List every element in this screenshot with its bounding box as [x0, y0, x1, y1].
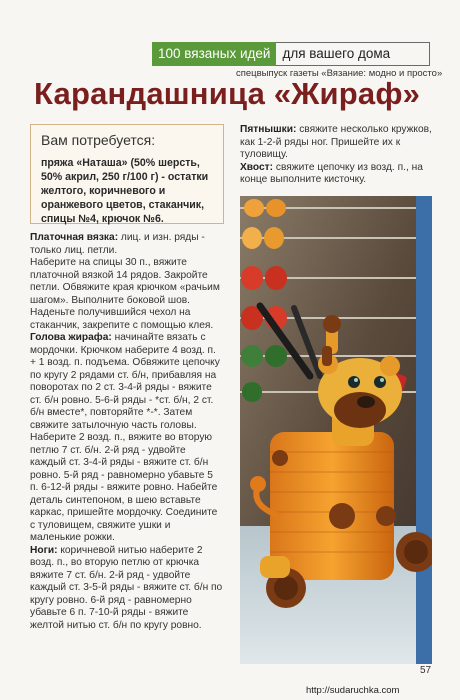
materials-box	[30, 124, 224, 224]
section-text: начинайте вязать с мордочки. Крючком наберите 4 возд. п. + 1 возд. п. подъема. Обвяжите цепочку по кругу 2 рядами ст. б/н, прибавляя на поворотах по 2 ст. 3-4-й ряды - вяжите ст. б/н ровно. 5-6-й ряды - *ст. б/н, 2 ст. б/н вместе*, повторяйте *-*. Затем свяжите затылочную часть головы. Наберите 2 возд. п., вяжите во вторую петлю 7 ст. б/н. 2-й ряд - удвойте каждый ст. 3-4-й ряды - вяжите ст. б/н ровно. 5-й ряд - равномерно убавьте 5 п. 6-12-й ряды - вяжите ровно. Набейте деталь синтепоном, в шею вставьте каркас, пришейте мордочку. Соедините с туловищем, свяжите ушки и маленькие рожки.	[30, 332, 220, 543]
series-title-green: 100 вязаных идей	[152, 42, 276, 66]
page-title: Карандашница «Жираф»	[34, 76, 421, 111]
section-label: Хвост:	[240, 161, 274, 173]
section-stitch	[30, 232, 224, 257]
instructions-right-column	[240, 124, 432, 187]
series-header	[152, 42, 430, 66]
section-tail	[240, 162, 432, 187]
section-spots	[240, 124, 432, 162]
section-head	[30, 332, 224, 545]
giraffe-pencil-holder-photo	[240, 196, 432, 664]
section-text: лиц. и изн. ряды - только лиц. петли.	[30, 232, 205, 256]
section-label: Платочная вязка:	[30, 232, 119, 243]
materials-heading: Вам потребуется:	[41, 132, 156, 148]
section-label: Голова жирафа:	[30, 332, 112, 343]
section-legs	[30, 545, 224, 633]
section-text: свяжите несколько кружков, как 1-2-й ряды ног. Пришейте их к туловищу.	[240, 124, 432, 160]
section-label: Ноги:	[30, 544, 58, 556]
series-title-rest: для вашего дома	[276, 42, 430, 66]
section-text: коричневой нитью наберите 2 возд. п., во вторую петлю от крючка вяжите 7 ст. б/н. 2-й ряд - удвойте каждый ст. 3-5-й ряды - вяжите ст. б/н по кругу ровно. 6-й ряд - равномерно убавьте 6 п. 7-10-й ряды - вяжите желтой нитью ст. б/н по кругу ровно.	[30, 544, 223, 631]
watermark-url: http://sudaruchka.com	[306, 685, 400, 696]
section-text: свяжите цепочку из возд. п., на конце выполните кисточку.	[240, 161, 423, 185]
section-label: Пятнышки:	[240, 124, 297, 135]
section-body	[30, 257, 224, 332]
series-subtitle: спецвыпуск газеты «Вязание: модно и просто»	[236, 68, 443, 79]
instructions-left-column	[30, 232, 224, 632]
section-text: Наберите на спицы 30 п., вяжите платочной вязкой 14 рядов. Закройте петли. Обвяжите края крючком «рачьим шагом». Выполните боковой шов. Наденьте получившийся чехол на стаканчик, закрепите с помощью клея.	[30, 257, 220, 331]
materials-text: пряжа «Наташа» (50% шерсть, 50% акрил, 250 г/100 г) - остатки желтого, коричневого и оранжевого цветов, стаканчик, спицы №4, крючок №6.	[41, 157, 209, 225]
page-number: 57	[420, 665, 432, 676]
